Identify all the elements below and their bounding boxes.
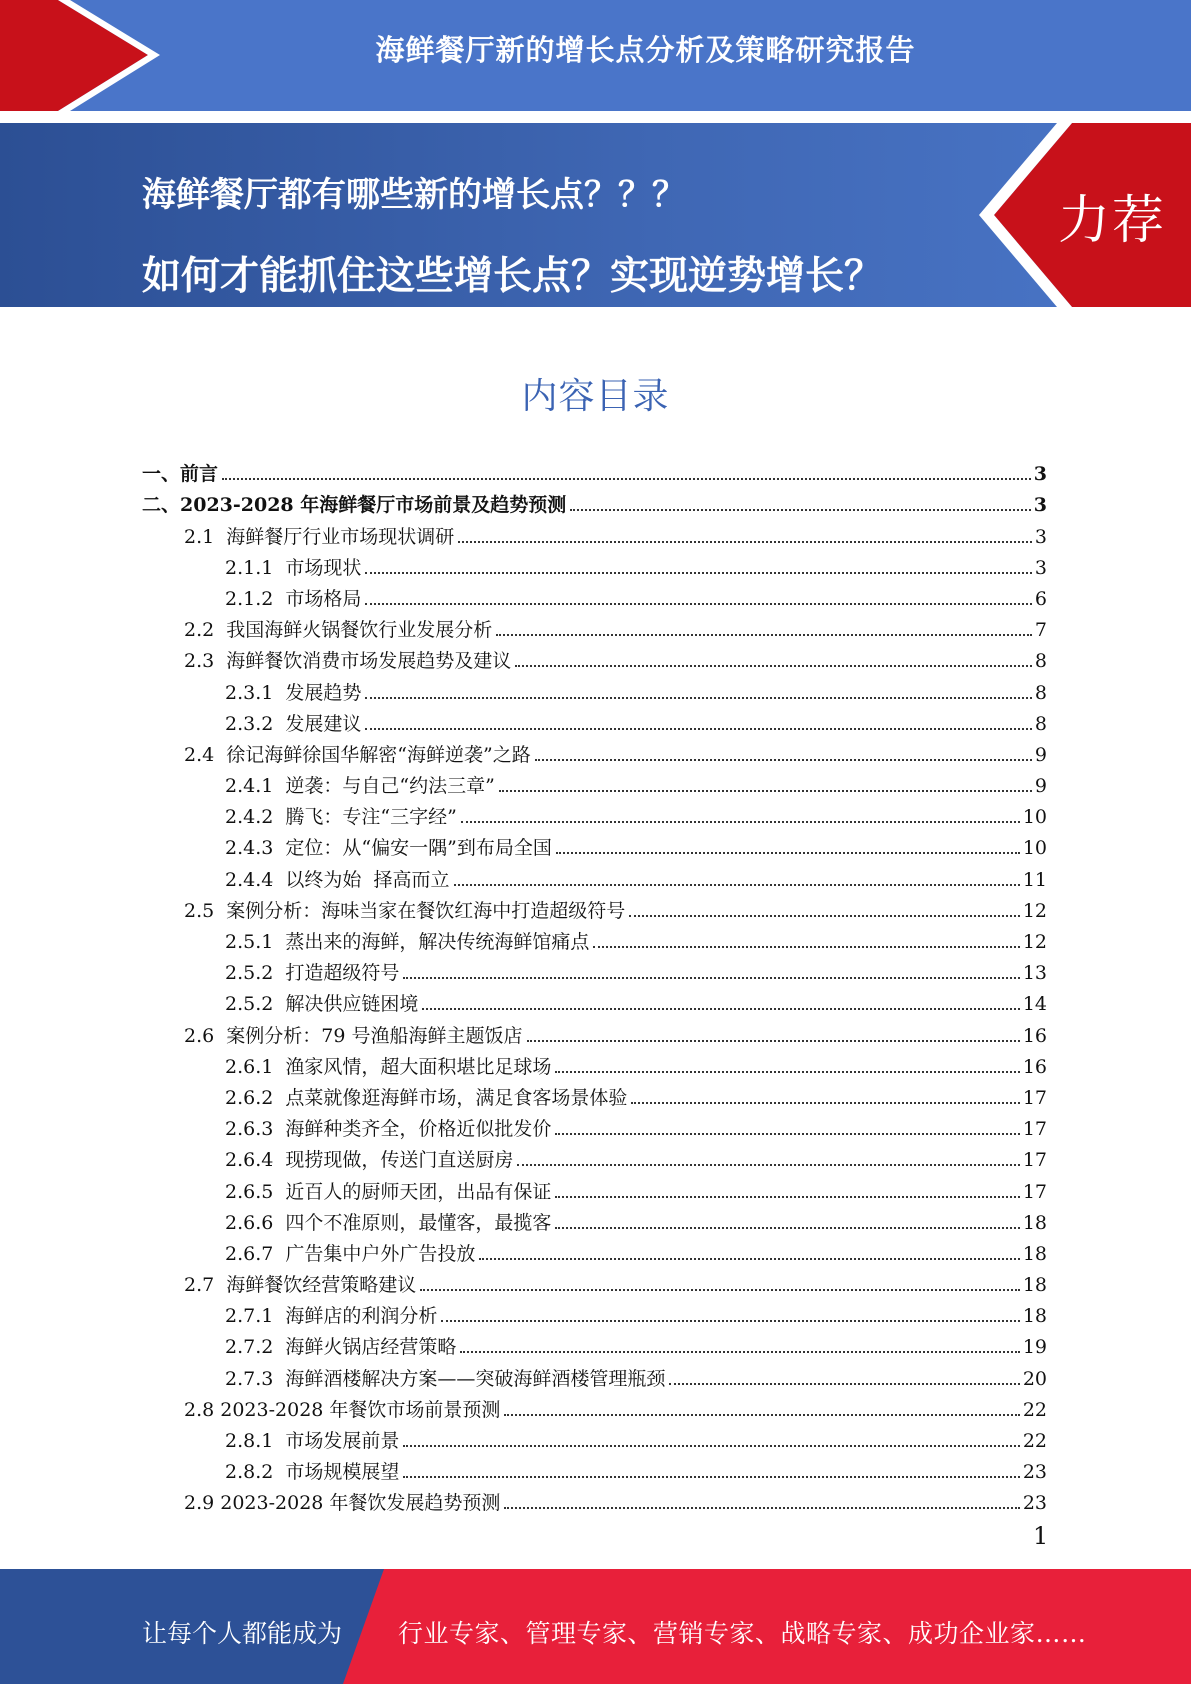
toc-entry[interactable]: 2.1 海鲜餐厅行业市场现状调研 3	[184, 525, 1047, 548]
footer-banner	[0, 1569, 1191, 1684]
strategy-question: 如何才能抓住这些增长点？实现逆势增长？	[142, 254, 884, 299]
toc-entry[interactable]: 2.3 海鲜餐饮消费市场发展趋势及建议 8	[184, 650, 1047, 673]
top-banner	[0, 0, 1191, 111]
growth-question: 海鲜餐厅都有哪些新的增长点？？？	[142, 175, 686, 215]
toc-entry[interactable]: 2.6.6 四个不准原则，最懂客，最揽客 18	[225, 1211, 1047, 1234]
toc-entry[interactable]: 2.4.4 以终为始 择高而立 11	[225, 868, 1047, 891]
toc-entry[interactable]: 2.5.2 解决供应链困境 14	[225, 993, 1047, 1016]
toc-entry[interactable]: 2.6.7 广告集中户外广告投放 18	[225, 1242, 1047, 1265]
toc-entry[interactable]: 2.6.2 点菜就像逛海鲜市场，满足食客场景体验 17	[225, 1086, 1047, 1109]
footer-slogan-right: 行业专家、管理专家、营销专家、战略专家、成功企业家……	[398, 1619, 1087, 1648]
toc-entry[interactable]: 2.4 徐记海鲜徐国华解密“海鲜逆袭”之路 9	[184, 743, 1047, 766]
toc-entry[interactable]: 2.7 海鲜餐饮经营策略建议 18	[184, 1274, 1047, 1297]
toc-entry[interactable]: 2.3.2 发展建议 8	[225, 712, 1047, 735]
toc-entry[interactable]: 2.7.2 海鲜火锅店经营策略 19	[225, 1336, 1047, 1359]
toc-entry[interactable]: 2.4.3 定位：从“偏安一隅”到布局全国 10	[225, 837, 1047, 860]
toc-entry[interactable]: 2.6.1 渔家风情，超大面积堪比足球场 16	[225, 1055, 1047, 1078]
toc-entry[interactable]: 2.6 案例分析：79 号渔船海鲜主题饭店 16	[184, 1024, 1047, 1047]
toc-entry[interactable]: 2.5 案例分析：海味当家在餐饮红海中打造超级符号 12	[184, 899, 1047, 922]
toc-entry[interactable]: 2.4.2 腾飞：专注“三字经” 10	[225, 806, 1047, 829]
toc-entry[interactable]: 2.5.1 蒸出来的海鲜，解决传统海鲜馆痛点 12	[225, 931, 1047, 953]
toc-entry[interactable]: 2.7.3 海鲜酒楼解决方案——突破海鲜酒楼管理瓶颈 20	[225, 1367, 1047, 1390]
toc-entry[interactable]: 2.9 2023-2028 年餐饮发展趋势预测 23	[184, 1492, 1047, 1515]
toc-entry[interactable]: 二、2023-2028 年海鲜餐厅市场前景及趋势预测 3	[142, 494, 1047, 517]
toc-list	[142, 456, 1047, 1516]
toc-title: 内容目录	[521, 376, 670, 417]
recommend-badge: 力荐	[1058, 191, 1167, 251]
question-banner	[0, 123, 1191, 307]
toc-entry[interactable]: 一、前言 3	[142, 463, 1047, 486]
toc-entry[interactable]: 2.4.1 逆袭：与自己“约法三章” 9	[225, 775, 1047, 798]
toc-entry[interactable]: 2.6.4 现捞现做，传送门直送厨房 17	[225, 1149, 1047, 1172]
page-number: 1	[1033, 1522, 1049, 1550]
toc-entry[interactable]: 2.1.2 市场格局 6	[225, 587, 1047, 610]
toc-entry[interactable]: 2.6.5 近百人的厨师天团，出品有保证 17	[225, 1180, 1047, 1203]
toc-entry[interactable]: 2.8.2 市场规模展望 23	[225, 1461, 1047, 1484]
toc-entry[interactable]: 2.2 我国海鲜火锅餐饮行业发展分析 7	[184, 619, 1047, 642]
toc-entry[interactable]: 2.1.1 市场现状 3	[225, 556, 1047, 579]
toc-entry[interactable]: 2.8.1 市场发展前景 22	[225, 1430, 1047, 1452]
footer-slogan-left: 让每个人都能成为	[142, 1619, 343, 1648]
toc-entry[interactable]: 2.8 2023-2028 年餐饮市场前景预测 22	[184, 1398, 1047, 1421]
toc-entry[interactable]: 2.7.1 海鲜店的利润分析 18	[225, 1305, 1047, 1328]
toc-entry[interactable]: 2.3.1 发展趋势 8	[225, 681, 1047, 704]
report-title: 海鲜餐厅新的增长点分析及策略研究报告	[375, 33, 916, 67]
toc-entry[interactable]: 2.6.3 海鲜种类齐全，价格近似批发价 17	[225, 1118, 1047, 1141]
toc-entry[interactable]: 2.5.2 打造超级符号 13	[225, 962, 1047, 985]
